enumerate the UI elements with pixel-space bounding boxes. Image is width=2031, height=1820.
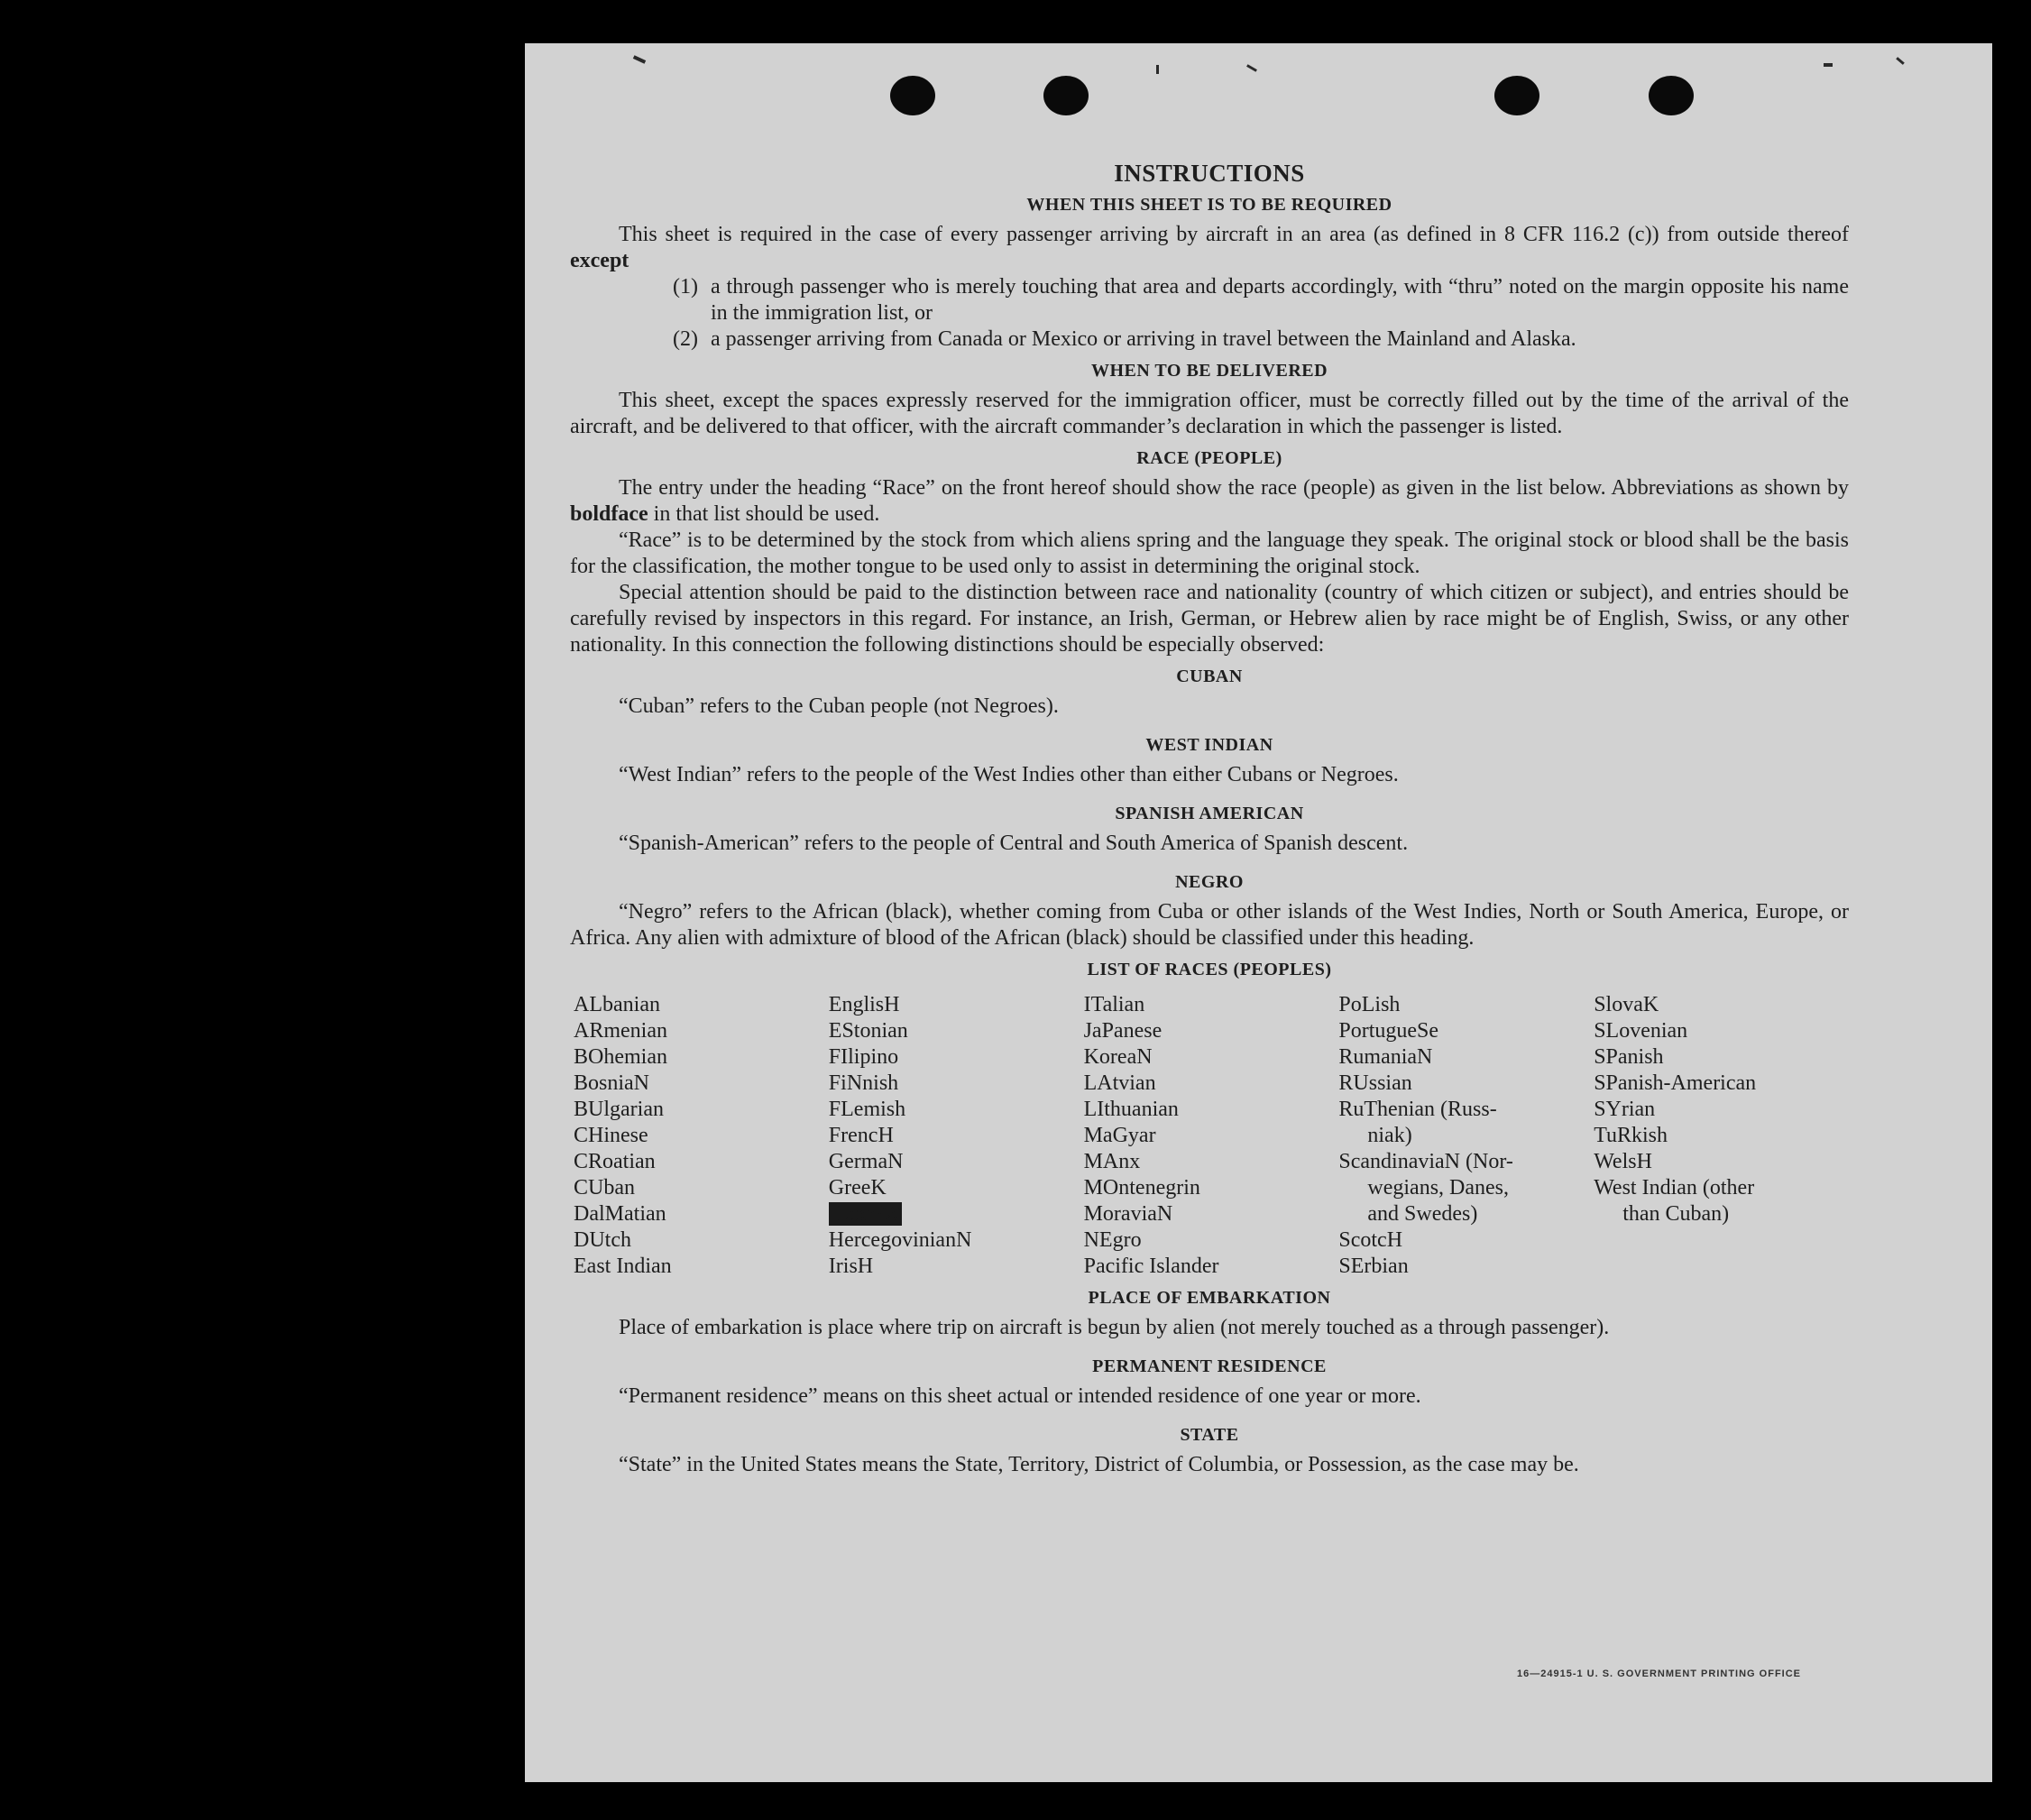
race-entry: SlovaK bbox=[1594, 993, 1659, 1016]
punch-hole bbox=[1043, 76, 1089, 115]
race-entry: MAnx bbox=[1083, 1150, 1141, 1173]
race-entry: West Indian (other bbox=[1594, 1176, 1755, 1200]
list-item bbox=[673, 274, 1849, 326]
page-title: INSTRUCTIONS bbox=[1114, 160, 1305, 187]
race-entry: GermaN bbox=[828, 1150, 904, 1173]
race-entry-continued: niak) bbox=[1367, 1124, 1412, 1147]
race-entry: MoraviaN bbox=[1083, 1202, 1173, 1226]
race-entry: TuRkish bbox=[1594, 1124, 1668, 1147]
race-entry: RumaniaN bbox=[1338, 1045, 1433, 1069]
punch-hole bbox=[1649, 76, 1694, 115]
paragraph-race-3: Special attention should be paid to the distinction between race and nationality (country of which citizen or subject), and entries should be carefully revised by inspectors in this regard. For instance, an Irish, German, or Hebrew alien by race might be of English, Swiss, or any other nationality. In this connection the following distinctions should be especially observed: bbox=[570, 581, 1849, 657]
race-entry: MOntenegrin bbox=[1083, 1176, 1200, 1200]
instructions-text bbox=[570, 161, 1849, 1478]
race-entry: BosniaN bbox=[574, 1071, 649, 1095]
race-entry: PortugueSe bbox=[1338, 1019, 1439, 1043]
race-entry: MaGyar bbox=[1083, 1124, 1156, 1147]
race-entry: NEgro bbox=[1083, 1228, 1142, 1252]
race-entry: ALbanian bbox=[574, 993, 660, 1016]
punch-hole bbox=[890, 76, 935, 115]
race-entry: BUlgarian bbox=[574, 1098, 664, 1121]
scan-speck bbox=[1896, 57, 1905, 65]
paragraph-race-2: “Race” is to be determined by the stock from which aliens spring and the language they speak. The original stock or blood shall be the basis for the classification, the mother tongue to be used only to assist in determining the original stock. bbox=[570, 529, 1849, 578]
item-number: (1) bbox=[673, 275, 698, 299]
heading-race: RACE (PEOPLE) bbox=[1136, 448, 1282, 468]
race-entry: SPanish bbox=[1594, 1045, 1664, 1069]
race-entry: DUtch bbox=[574, 1228, 631, 1252]
race-entry: EnglisH bbox=[828, 993, 900, 1016]
race-entry: SErbian bbox=[1338, 1255, 1409, 1278]
document-page bbox=[525, 43, 1992, 1782]
race-entry-obscured bbox=[829, 1201, 1084, 1227]
scan-speck bbox=[1246, 64, 1257, 72]
item-number: (2) bbox=[673, 327, 698, 351]
races-column-3 bbox=[1084, 992, 1339, 1280]
races-column-1 bbox=[574, 992, 829, 1280]
text-fragment: The entry under the heading “Race” on the front hereof should show the race (people) as given in the list below. Abbreviations as shown by bbox=[619, 476, 1849, 500]
item-text: a through passenger who is merely touching that area and departs accordingly, with “thru” noted on the margin opposite his name in the immigration list, or bbox=[710, 275, 1849, 325]
scan-speck bbox=[1156, 65, 1159, 74]
race-entry: CRoatian bbox=[574, 1150, 656, 1173]
race-entry: CHinese bbox=[574, 1124, 648, 1147]
race-entry: HercegovinianN bbox=[828, 1228, 972, 1252]
race-entry: WelsH bbox=[1594, 1150, 1652, 1173]
scan-speck bbox=[1824, 63, 1833, 67]
race-entry: IrisH bbox=[828, 1255, 874, 1278]
heading-place-of-embarkation: PLACE OF EMBARKATION bbox=[1088, 1288, 1331, 1308]
heading-when-delivered: WHEN TO BE DELIVERED bbox=[1090, 361, 1328, 381]
races-column-5 bbox=[1594, 992, 1849, 1280]
race-entry: CUban bbox=[574, 1176, 635, 1200]
bold-text: boldface bbox=[570, 502, 648, 526]
race-entry: RUssian bbox=[1338, 1071, 1412, 1095]
race-entry-continued: and Swedes) bbox=[1367, 1202, 1478, 1226]
race-entry: EStonian bbox=[828, 1019, 908, 1043]
paragraph-state: “State” in the United States means the State, Territory, District of Columbia, or Possession, as the case may be. bbox=[619, 1453, 1579, 1476]
paragraph-when-delivered: This sheet, except the spaces expressly reserved for the immigration officer, must be correctly filled out by the time of the arrival of the aircraft, and be delivered to that officer, with the aircraft commander’s declaration in which the passenger is listed. bbox=[570, 389, 1849, 438]
print-code: 16—24915-1 U. S. GOVERNMENT PRINTING OFFICE bbox=[1517, 1668, 1802, 1679]
race-entry: ITalian bbox=[1083, 993, 1145, 1016]
race-entry: SPanish-American bbox=[1594, 1071, 1757, 1095]
scan-speck bbox=[633, 55, 646, 64]
paragraph-permanent-residence: “Permanent residence” means on this sheet actual or intended residence of one year or more. bbox=[619, 1384, 1421, 1408]
race-entry: PoLish bbox=[1338, 993, 1401, 1016]
races-table bbox=[574, 992, 1849, 1280]
exception-list bbox=[570, 274, 1849, 353]
heading-when-required: WHEN THIS SHEET IS TO BE REQUIRED bbox=[1026, 195, 1392, 215]
race-entry-continued: wegians, Danes, bbox=[1367, 1176, 1510, 1200]
race-entry: ARmenian bbox=[574, 1019, 667, 1043]
heading-negro: NEGRO bbox=[1175, 872, 1244, 892]
text-fragment: in that list should be used. bbox=[648, 502, 880, 526]
race-entry: East Indian bbox=[574, 1255, 672, 1278]
bold-text: except bbox=[570, 249, 630, 272]
race-entry: LIthuanian bbox=[1083, 1098, 1179, 1121]
race-entry: FIlipino bbox=[828, 1045, 899, 1069]
race-entry: FLemish bbox=[828, 1098, 906, 1121]
heading-state: STATE bbox=[1180, 1425, 1239, 1445]
race-entry: SLovenian bbox=[1594, 1019, 1688, 1043]
paragraph-place-of-embarkation: Place of embarkation is place where trip on aircraft is begun by alien (not merely touched as a through passenger). bbox=[619, 1316, 1610, 1339]
race-entry: Pacific Islander bbox=[1083, 1255, 1219, 1278]
heading-cuban: CUBAN bbox=[1176, 666, 1243, 686]
race-entry: RuThenian (Russ- bbox=[1338, 1098, 1497, 1121]
race-entry-continued: than Cuban) bbox=[1622, 1202, 1730, 1226]
races-column-2 bbox=[829, 992, 1084, 1280]
paragraph-west-indian: “West Indian” refers to the people of the West Indies other than either Cubans or Negroes. bbox=[619, 763, 1399, 786]
race-entry: BOhemian bbox=[574, 1045, 667, 1069]
race-entry: KoreaN bbox=[1083, 1045, 1153, 1069]
race-entry: JaPanese bbox=[1083, 1019, 1163, 1043]
text-fragment: This sheet is required in the case of every passenger arriving by aircraft in an area (as defined in 8 CFR 116.2 (c)) from outside thereof bbox=[619, 223, 1849, 246]
heading-permanent-residence: PERMANENT RESIDENCE bbox=[1092, 1356, 1327, 1376]
punch-hole bbox=[1494, 76, 1539, 115]
item-text: a passenger arriving from Canada or Mexico or arriving in travel between the Mainland and Alaska. bbox=[710, 327, 1576, 351]
heading-list-of-races: LIST OF RACES (PEOPLES) bbox=[1087, 960, 1332, 979]
paragraph-spanish-american: “Spanish-American” refers to the people of Central and South America of Spanish descent. bbox=[619, 832, 1409, 855]
race-entry: ScandinaviaN (Nor- bbox=[1338, 1150, 1513, 1173]
list-item bbox=[673, 326, 1849, 353]
paragraph-when-required bbox=[570, 222, 1849, 274]
race-entry: GreeK bbox=[828, 1176, 887, 1200]
paragraph-race-1 bbox=[570, 475, 1849, 528]
race-entry: SYrian bbox=[1594, 1098, 1656, 1121]
race-entry: DalMatian bbox=[574, 1202, 666, 1226]
obscured-race-entry: HebreW bbox=[828, 1202, 903, 1226]
races-column-4 bbox=[1338, 992, 1594, 1280]
race-entry: FiNnish bbox=[828, 1071, 899, 1095]
paragraph-negro: “Negro” refers to the African (black), whether coming from Cuba or other islands of the West Indies, North or South America, Europe, or Africa. Any alien with admixture of blood of the African (black) should be classified under this heading. bbox=[570, 900, 1849, 950]
race-entry: ScotcH bbox=[1338, 1228, 1403, 1252]
race-entry: FrencH bbox=[828, 1124, 894, 1147]
race-entry: LAtvian bbox=[1083, 1071, 1156, 1095]
paragraph-cuban: “Cuban” refers to the Cuban people (not Negroes). bbox=[619, 694, 1059, 718]
heading-spanish-american: SPANISH AMERICAN bbox=[1115, 804, 1304, 823]
heading-west-indian: WEST INDIAN bbox=[1145, 735, 1273, 755]
